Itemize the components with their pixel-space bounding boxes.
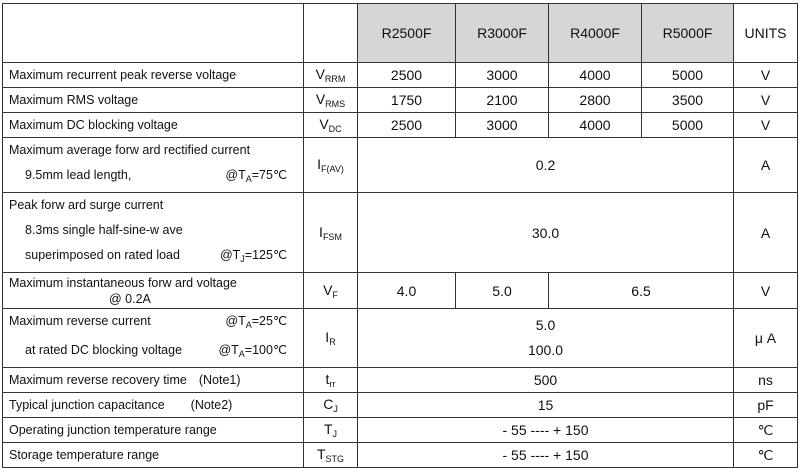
value-cell: 6.5	[549, 273, 734, 309]
value-cell: 2500	[358, 63, 456, 88]
value-cell: 2100	[456, 88, 549, 113]
symbol	[304, 368, 358, 393]
param-label	[3, 393, 304, 418]
value-cell: 5000	[642, 63, 734, 88]
value-cell: 4000	[549, 113, 642, 138]
symbol-main: V	[315, 66, 325, 82]
row-tstg	[3, 443, 798, 468]
param-label	[3, 368, 304, 393]
param-text: at rated DC blocking voltage	[25, 343, 183, 357]
symbol-main: C	[323, 396, 334, 412]
row-vrrm	[3, 63, 798, 88]
value-cell: 3000	[456, 63, 549, 88]
param-text: superimposed on rated load	[25, 248, 180, 262]
unit-cell: V	[734, 88, 798, 113]
symbol	[304, 309, 358, 368]
row-ifav	[3, 138, 798, 193]
condition-sub: A	[245, 174, 252, 184]
param-label: Maximum RMS voltage	[3, 88, 304, 113]
symbol-sub: R	[329, 337, 336, 347]
units-header: UNITS	[734, 4, 798, 63]
param-label	[3, 193, 304, 273]
symbol-sub: RRM	[324, 74, 346, 84]
param-line: @ 0.2A	[109, 291, 151, 306]
value-cell	[358, 309, 734, 368]
header-blank-symbol	[304, 4, 358, 63]
symbol-sub: STG	[325, 454, 345, 464]
param-label	[3, 309, 304, 368]
condition-prefix: @T	[218, 343, 239, 357]
value-cell: 4000	[549, 63, 642, 88]
condition-value: =25℃	[251, 314, 287, 328]
param-label	[3, 138, 304, 193]
symbol-main: V	[315, 91, 326, 107]
value-cell: 2500	[358, 113, 456, 138]
row-vrms	[3, 88, 798, 113]
unit-cell: V	[734, 113, 798, 138]
condition-value: =75℃	[251, 168, 287, 182]
value-cell: 3000	[456, 113, 549, 138]
row-vf	[3, 273, 798, 309]
row-trr	[3, 368, 798, 393]
symbol	[304, 63, 358, 88]
value-cell: - 55 ---- + 150	[358, 443, 734, 468]
value-cell: 2800	[549, 88, 642, 113]
symbol	[304, 138, 358, 193]
condition-prefix: @T	[225, 314, 246, 328]
value-cell: 0.2	[358, 138, 734, 193]
condition-value: =125℃	[244, 248, 287, 262]
param-line	[9, 163, 299, 192]
symbol-main: T	[323, 421, 333, 437]
value-cell: 1750	[358, 88, 456, 113]
symbol-main: V	[323, 281, 333, 298]
param-label: Maximum recurrent peak reverse voltage	[3, 63, 304, 88]
symbol-sub: FSM	[322, 231, 342, 242]
condition-sub: A	[238, 349, 245, 359]
unit-cell: V	[734, 273, 798, 309]
symbol	[304, 113, 358, 138]
symbol-main: I	[325, 329, 330, 345]
header-row	[3, 4, 798, 63]
symbol	[304, 418, 358, 443]
value-cell: 4.0	[358, 273, 456, 309]
unit-cell: pF	[734, 393, 798, 418]
unit-cell: ℃	[734, 418, 798, 443]
symbol-sub: J	[333, 404, 338, 414]
param-condition	[220, 243, 287, 272]
spec-table	[2, 3, 798, 468]
value-cell: 15	[358, 393, 734, 418]
row-vdc	[3, 113, 798, 138]
value-cell: 500	[358, 368, 734, 393]
param-label: Operating junction temperature range	[3, 418, 304, 443]
model-r4000f-header: R4000F	[549, 4, 642, 63]
param-text: 9.5mm lead length,	[25, 168, 132, 182]
symbol-sub: F	[332, 289, 338, 300]
model-r3000f-header: R3000F	[456, 4, 549, 63]
symbol	[304, 193, 358, 273]
condition-sub: J	[240, 254, 245, 264]
symbol-sub: DC	[328, 124, 342, 134]
param-line: Peak forw ard surge current	[9, 198, 164, 212]
row-tj	[3, 418, 798, 443]
unit-cell: A	[734, 138, 798, 193]
unit-cell: A	[734, 193, 798, 273]
param-line	[9, 243, 299, 272]
param-line: Maximum instantaneous forw ard voltage	[9, 275, 237, 290]
symbol-sub: rr	[329, 379, 336, 389]
header-blank	[3, 4, 304, 63]
value-line: 100.0	[527, 342, 564, 358]
condition-value: =100℃	[244, 343, 287, 357]
symbol-main: V	[319, 116, 329, 132]
unit-cell: ns	[734, 368, 798, 393]
param-line	[9, 309, 299, 338]
symbol	[304, 88, 358, 113]
row-ifsm	[3, 193, 798, 273]
symbol-main: I	[319, 223, 323, 240]
value-cell: 3500	[642, 88, 734, 113]
param-text: Maximum reverse recovery time	[9, 373, 187, 387]
condition-prefix: @T	[225, 168, 246, 182]
unit-cell: ℃	[734, 443, 798, 468]
symbol-sub: F(AV)	[321, 164, 344, 174]
condition-prefix: @T	[219, 248, 241, 262]
param-text: Maximum reverse current	[9, 314, 151, 328]
symbol-main: I	[317, 156, 322, 172]
symbol-main: t	[325, 371, 330, 387]
symbol-sub: J	[332, 429, 338, 439]
condition-sub: A	[245, 320, 252, 330]
param-label: Storage temperature range	[3, 443, 304, 468]
value-cell: - 55 ---- + 150	[358, 418, 734, 443]
symbol	[304, 273, 358, 309]
symbol-main: T	[316, 446, 326, 462]
model-r5000f-header: R5000F	[642, 4, 734, 63]
param-line: 8.3ms single half-sine-w ave	[25, 223, 183, 237]
row-ir	[3, 309, 798, 368]
unit-cell: μ A	[734, 309, 798, 368]
unit-cell: V	[734, 63, 798, 88]
value-cell: 5000	[642, 113, 734, 138]
param-label	[3, 273, 304, 309]
param-line	[9, 338, 299, 367]
param-condition	[225, 163, 287, 192]
model-r2500f-header: R2500F	[358, 4, 456, 63]
symbol	[304, 393, 358, 418]
param-label: Maximum DC blocking voltage	[3, 113, 304, 138]
param-text: Typical junction capacitance	[9, 398, 165, 412]
symbol-sub: RMS	[325, 99, 346, 109]
param-condition	[225, 309, 287, 338]
value-line: 5.0	[535, 317, 556, 333]
row-cj	[3, 393, 798, 418]
param-note: (Note2)	[190, 398, 233, 412]
param-note: (Note1)	[198, 373, 241, 387]
param-line: Maximum average forw ard rectified current	[9, 143, 251, 157]
value-cell: 30.0	[358, 193, 734, 273]
value-cell: 5.0	[456, 273, 549, 309]
symbol	[304, 443, 358, 468]
param-condition	[218, 338, 287, 367]
